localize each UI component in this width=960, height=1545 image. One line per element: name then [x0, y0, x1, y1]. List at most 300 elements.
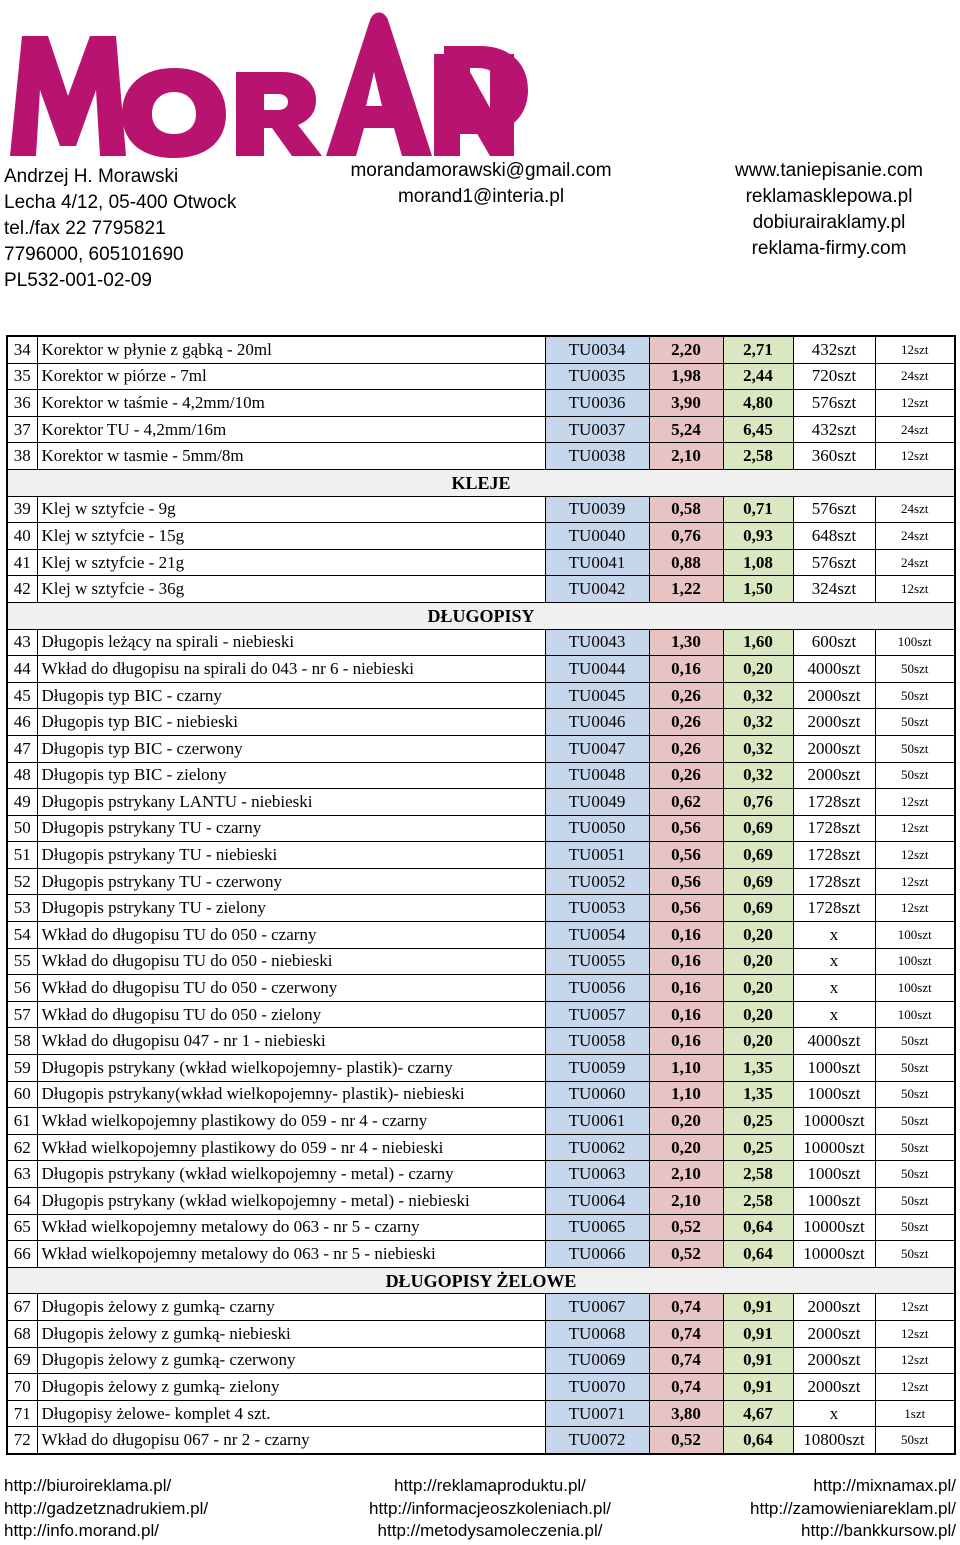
- footer-link[interactable]: http://biuroireklama.pl/: [4, 1476, 172, 1495]
- price-gross: 0,93: [723, 523, 793, 550]
- carton-quantity: 2000szt: [793, 1320, 875, 1347]
- carton-quantity: 2000szt: [793, 709, 875, 736]
- pack-quantity: 12szt: [875, 1374, 955, 1401]
- product-name: Klej w sztyfcie - 36g: [37, 576, 545, 603]
- row-number: 42: [7, 576, 37, 603]
- carton-quantity: 10000szt: [793, 1214, 875, 1241]
- footer-link[interactable]: http://bankkursow.pl/: [801, 1521, 956, 1540]
- product-name: Długopis pstrykany TU - czerwony: [37, 868, 545, 895]
- pack-quantity: 24szt: [875, 496, 955, 523]
- table-row: [7, 975, 955, 1002]
- price-gross: 0,69: [723, 815, 793, 842]
- product-name: Długopis typ BIC - zielony: [37, 762, 545, 789]
- price-net: 0,56: [649, 842, 723, 869]
- price-gross: 0,91: [723, 1347, 793, 1374]
- price-net: 0,26: [649, 682, 723, 709]
- price-net: 0,76: [649, 523, 723, 550]
- product-name: Długopis pstrykany (wkład wielkopojemny- plastik)- czarny: [37, 1055, 545, 1082]
- product-name: Klej w sztyfcie - 21g: [37, 549, 545, 576]
- carton-quantity: 1000szt: [793, 1161, 875, 1188]
- carton-quantity: 1728szt: [793, 789, 875, 816]
- price-gross: 0,32: [723, 682, 793, 709]
- product-code: TU0057: [545, 1001, 649, 1028]
- carton-quantity: 2000szt: [793, 1347, 875, 1374]
- price-gross: 4,80: [723, 390, 793, 417]
- pack-quantity: 100szt: [875, 1001, 955, 1028]
- product-name: Długopis pstrykany TU - zielony: [37, 895, 545, 922]
- price-net: 2,10: [649, 1161, 723, 1188]
- product-name: Wkład do długopisu TU do 050 - czerwony: [37, 975, 545, 1002]
- pack-quantity: 50szt: [875, 1108, 955, 1135]
- table-row: [7, 363, 955, 390]
- pack-quantity: 12szt: [875, 443, 955, 470]
- product-code: TU0047: [545, 735, 649, 762]
- pack-quantity: 12szt: [875, 1320, 955, 1347]
- table-row: [7, 922, 955, 949]
- row-number: 36: [7, 390, 37, 417]
- price-net: 1,98: [649, 363, 723, 390]
- pack-quantity: 50szt: [875, 1214, 955, 1241]
- pack-quantity: 12szt: [875, 895, 955, 922]
- product-name: Długopis pstrykany TU - niebieski: [37, 842, 545, 869]
- email-gmail[interactable]: morandamorawski@gmail.com: [350, 160, 612, 181]
- footer-col-left: [4, 1475, 208, 1543]
- section-title: DŁUGOPISY ŻELOWE: [7, 1267, 955, 1294]
- contact-emails: [316, 158, 646, 210]
- product-code: TU0044: [545, 656, 649, 683]
- price-gross: 0,69: [723, 895, 793, 922]
- row-number: 63: [7, 1161, 37, 1188]
- footer-link[interactable]: http://mixnamax.pl/: [813, 1476, 956, 1495]
- table-row: [7, 1241, 955, 1268]
- price-net: 2,10: [649, 1188, 723, 1215]
- website-reklamasklepowa[interactable]: reklamasklepowa.pl: [745, 186, 913, 207]
- row-number: 43: [7, 629, 37, 656]
- price-net: 1,22: [649, 576, 723, 603]
- row-number: 69: [7, 1347, 37, 1374]
- pack-quantity: 24szt: [875, 416, 955, 443]
- price-net: 0,26: [649, 735, 723, 762]
- table-row: [7, 576, 955, 603]
- pack-quantity: 12szt: [875, 336, 955, 363]
- product-name: Klej w sztyfcie - 15g: [37, 523, 545, 550]
- product-code: TU0035: [545, 363, 649, 390]
- price-list-body: [7, 336, 955, 1454]
- carton-quantity: x: [793, 1001, 875, 1028]
- product-name: Wkład wielkopojemny plastikowy do 059 - nr 4 - niebieski: [37, 1134, 545, 1161]
- product-code: TU0054: [545, 922, 649, 949]
- tax-id: PL532-001-02-09: [4, 270, 152, 291]
- row-number: 35: [7, 363, 37, 390]
- row-number: 57: [7, 1001, 37, 1028]
- row-number: 49: [7, 789, 37, 816]
- table-row: [7, 1294, 955, 1321]
- row-number: 38: [7, 443, 37, 470]
- product-name: Długopis żelowy z gumką- czerwony: [37, 1347, 545, 1374]
- pack-quantity: 12szt: [875, 390, 955, 417]
- table-row: [7, 656, 955, 683]
- email-interia[interactable]: morand1@interia.pl: [397, 186, 565, 207]
- price-gross: 6,45: [723, 416, 793, 443]
- price-gross: 4,67: [723, 1400, 793, 1427]
- product-code: TU0052: [545, 868, 649, 895]
- carton-quantity: 1728szt: [793, 868, 875, 895]
- price-gross: 0,25: [723, 1134, 793, 1161]
- price-net: 0,20: [649, 1134, 723, 1161]
- section-header-row: [7, 1267, 955, 1294]
- price-gross: 1,60: [723, 629, 793, 656]
- price-net: 2,20: [649, 336, 723, 363]
- pack-quantity: 12szt: [875, 789, 955, 816]
- price-net: 0,74: [649, 1294, 723, 1321]
- product-name: Wkład do długopisu TU do 050 - zielony: [37, 1001, 545, 1028]
- price-gross: 2,58: [723, 1161, 793, 1188]
- carton-quantity: 10000szt: [793, 1108, 875, 1135]
- product-name: Długopis żelowy z gumką- niebieski: [37, 1320, 545, 1347]
- table-row: [7, 895, 955, 922]
- product-code: TU0062: [545, 1134, 649, 1161]
- footer-link[interactable]: http://info.morand.pl/: [4, 1521, 159, 1540]
- table-row: [7, 549, 955, 576]
- table-row: [7, 443, 955, 470]
- product-code: TU0067: [545, 1294, 649, 1321]
- product-code: TU0063: [545, 1161, 649, 1188]
- price-net: 0,56: [649, 895, 723, 922]
- price-gross: 0,71: [723, 496, 793, 523]
- footer-link[interactable]: http://metodysamoleczenia.pl/: [377, 1521, 603, 1540]
- product-code: TU0061: [545, 1108, 649, 1135]
- website-reklama-firmy[interactable]: reklama-firmy.com: [751, 238, 907, 259]
- price-net: 0,16: [649, 1028, 723, 1055]
- product-name: Wkład wielkopojemny metalowy do 063 - nr 5 - czarny: [37, 1214, 545, 1241]
- phone-fax: tel./fax 22 7795821: [4, 218, 166, 239]
- row-number: 62: [7, 1134, 37, 1161]
- pack-quantity: 12szt: [875, 842, 955, 869]
- row-number: 58: [7, 1028, 37, 1055]
- price-gross: 0,20: [723, 922, 793, 949]
- carton-quantity: 4000szt: [793, 1028, 875, 1055]
- carton-quantity: 1728szt: [793, 842, 875, 869]
- pack-quantity: 50szt: [875, 656, 955, 683]
- price-net: 0,26: [649, 709, 723, 736]
- footer-link[interactable]: http://gadzetznadrukiem.pl/: [4, 1498, 209, 1518]
- table-row: [7, 1214, 955, 1241]
- pack-quantity: 50szt: [875, 762, 955, 789]
- price-gross: 0,69: [723, 842, 793, 869]
- price-gross: 0,32: [723, 735, 793, 762]
- row-number: 55: [7, 948, 37, 975]
- product-name: Długopis pstrykany(wkład wielkopojemny- plastik)- niebieski: [37, 1081, 545, 1108]
- price-net: 0,56: [649, 815, 723, 842]
- table-row: [7, 629, 955, 656]
- carton-quantity: 576szt: [793, 549, 875, 576]
- price-gross: 2,58: [723, 443, 793, 470]
- pack-quantity: 24szt: [875, 523, 955, 550]
- row-number: 72: [7, 1427, 37, 1454]
- table-row: [7, 1347, 955, 1374]
- carton-quantity: 1000szt: [793, 1055, 875, 1082]
- price-gross: 0,20: [723, 948, 793, 975]
- row-number: 70: [7, 1374, 37, 1401]
- product-code: TU0064: [545, 1188, 649, 1215]
- section-title: KLEJE: [7, 469, 955, 496]
- carton-quantity: 360szt: [793, 443, 875, 470]
- footer-col-right: [750, 1475, 956, 1543]
- row-number: 59: [7, 1055, 37, 1082]
- row-number: 45: [7, 682, 37, 709]
- section-header-row: [7, 602, 955, 629]
- product-code: TU0037: [545, 416, 649, 443]
- product-code: TU0071: [545, 1400, 649, 1427]
- price-gross: 2,58: [723, 1188, 793, 1215]
- price-gross: 0,76: [723, 789, 793, 816]
- carton-quantity: 2000szt: [793, 735, 875, 762]
- contact-websites: [700, 158, 958, 262]
- product-name: Wkład wielkopojemny metalowy do 063 - nr 5 - niebieski: [37, 1241, 545, 1268]
- table-row: [7, 496, 955, 523]
- product-name: Długopis typ BIC - niebieski: [37, 709, 545, 736]
- carton-quantity: 576szt: [793, 496, 875, 523]
- morand-logo-graphic: [4, 6, 544, 164]
- row-number: 40: [7, 523, 37, 550]
- price-net: 0,16: [649, 656, 723, 683]
- product-code: TU0072: [545, 1427, 649, 1454]
- price-net: 0,16: [649, 948, 723, 975]
- product-name: Wkład do długopisu TU do 050 - niebieski: [37, 948, 545, 975]
- table-row: [7, 842, 955, 869]
- product-code: TU0045: [545, 682, 649, 709]
- product-name: Wkład do długopisu 047 - nr 1 - niebieski: [37, 1028, 545, 1055]
- row-number: 67: [7, 1294, 37, 1321]
- footer-link[interactable]: http://informacjeoszkoleniach.pl/: [369, 1498, 611, 1518]
- carton-quantity: 1000szt: [793, 1188, 875, 1215]
- price-gross: 0,91: [723, 1374, 793, 1401]
- table-row: [7, 948, 955, 975]
- table-row: [7, 1320, 955, 1347]
- price-net: 0,62: [649, 789, 723, 816]
- pack-quantity: 12szt: [875, 815, 955, 842]
- row-number: 56: [7, 975, 37, 1002]
- row-number: 52: [7, 868, 37, 895]
- product-code: TU0040: [545, 523, 649, 550]
- price-gross: 2,71: [723, 336, 793, 363]
- carton-quantity: 2000szt: [793, 762, 875, 789]
- contact-left: [4, 164, 236, 294]
- product-name: Długopis pstrykany (wkład wielkopojemny - metal) - czarny: [37, 1161, 545, 1188]
- table-row: [7, 1400, 955, 1427]
- product-code: TU0034: [545, 336, 649, 363]
- product-name: Wkład do długopisu TU do 050 - czarny: [37, 922, 545, 949]
- product-name: Długopis pstrykany (wkład wielkopojemny - metal) - niebieski: [37, 1188, 545, 1215]
- product-code: TU0050: [545, 815, 649, 842]
- pack-quantity: 50szt: [875, 1241, 955, 1268]
- product-name: Długopis żelowy z gumką- zielony: [37, 1374, 545, 1401]
- price-gross: 1,50: [723, 576, 793, 603]
- price-gross: 0,20: [723, 656, 793, 683]
- product-name: Korektor w taśmie - 4,2mm/10m: [37, 390, 545, 417]
- row-number: 44: [7, 656, 37, 683]
- product-name: Długopis pstrykany LANTU - niebieski: [37, 789, 545, 816]
- row-number: 65: [7, 1214, 37, 1241]
- pack-quantity: 50szt: [875, 1028, 955, 1055]
- carton-quantity: x: [793, 1400, 875, 1427]
- product-code: TU0056: [545, 975, 649, 1002]
- price-net: 2,10: [649, 443, 723, 470]
- row-number: 60: [7, 1081, 37, 1108]
- product-name: Wkład wielkopojemny plastikowy do 059 - nr 4 - czarny: [37, 1108, 545, 1135]
- price-net: 0,16: [649, 975, 723, 1002]
- price-gross: 2,44: [723, 363, 793, 390]
- price-net: 1,30: [649, 629, 723, 656]
- carton-quantity: 432szt: [793, 416, 875, 443]
- pack-quantity: 50szt: [875, 735, 955, 762]
- price-net: 1,10: [649, 1055, 723, 1082]
- price-gross: 0,91: [723, 1294, 793, 1321]
- price-net: 3,80: [649, 1400, 723, 1427]
- price-net: 0,56: [649, 868, 723, 895]
- table-row: [7, 1108, 955, 1135]
- website-taniepisanie[interactable]: www.taniepisanie.com: [735, 160, 923, 181]
- table-row: [7, 709, 955, 736]
- carton-quantity: x: [793, 922, 875, 949]
- carton-quantity: 1728szt: [793, 895, 875, 922]
- carton-quantity: 2000szt: [793, 1294, 875, 1321]
- pack-quantity: 24szt: [875, 549, 955, 576]
- row-number: 71: [7, 1400, 37, 1427]
- row-number: 50: [7, 815, 37, 842]
- product-name: Korektor w piórze - 7ml: [37, 363, 545, 390]
- product-code: TU0048: [545, 762, 649, 789]
- price-gross: 0,64: [723, 1241, 793, 1268]
- product-code: TU0068: [545, 1320, 649, 1347]
- carton-quantity: 4000szt: [793, 656, 875, 683]
- price-gross: 0,32: [723, 709, 793, 736]
- pack-quantity: 1szt: [875, 1400, 955, 1427]
- pack-quantity: 12szt: [875, 576, 955, 603]
- product-name: Długopis typ BIC - czerwony: [37, 735, 545, 762]
- product-name: Korektor TU - 4,2mm/16m: [37, 416, 545, 443]
- pack-quantity: 50szt: [875, 1055, 955, 1082]
- pack-quantity: 24szt: [875, 363, 955, 390]
- carton-quantity: 1728szt: [793, 815, 875, 842]
- table-row: [7, 815, 955, 842]
- product-code: TU0070: [545, 1374, 649, 1401]
- price-gross: 0,20: [723, 1028, 793, 1055]
- pack-quantity: 100szt: [875, 629, 955, 656]
- pack-quantity: 50szt: [875, 709, 955, 736]
- pack-quantity: 100szt: [875, 948, 955, 975]
- address: Lecha 4/12, 05-400 Otwock: [4, 192, 237, 213]
- price-net: 0,88: [649, 549, 723, 576]
- table-row: [7, 1374, 955, 1401]
- table-row: [7, 789, 955, 816]
- table-row: [7, 523, 955, 550]
- product-code: TU0069: [545, 1347, 649, 1374]
- pack-quantity: 50szt: [875, 682, 955, 709]
- price-net: 0,58: [649, 496, 723, 523]
- product-code: TU0039: [545, 496, 649, 523]
- table-row: [7, 762, 955, 789]
- product-name: Klej w sztyfcie - 9g: [37, 496, 545, 523]
- row-number: 64: [7, 1188, 37, 1215]
- website-dobiurairaklamy[interactable]: dobiurairaklamy.pl: [752, 212, 906, 233]
- footer-col-middle: [340, 1475, 640, 1543]
- price-net: 0,26: [649, 762, 723, 789]
- product-code: TU0053: [545, 895, 649, 922]
- table-row: [7, 390, 955, 417]
- product-code: TU0042: [545, 576, 649, 603]
- morand-logo: [4, 6, 544, 164]
- price-net: 0,20: [649, 1108, 723, 1135]
- row-number: 46: [7, 709, 37, 736]
- row-number: 48: [7, 762, 37, 789]
- footer-link[interactable]: http://zamowieniareklam.pl/: [750, 1498, 956, 1518]
- price-gross: 0,20: [723, 1001, 793, 1028]
- price-net: 0,16: [649, 922, 723, 949]
- row-number: 53: [7, 895, 37, 922]
- product-name: Korektor w płynie z gąbką - 20ml: [37, 336, 545, 363]
- product-code: TU0060: [545, 1081, 649, 1108]
- price-net: 0,52: [649, 1214, 723, 1241]
- carton-quantity: 1000szt: [793, 1081, 875, 1108]
- table-row: [7, 416, 955, 443]
- table-row: [7, 868, 955, 895]
- row-number: 37: [7, 416, 37, 443]
- carton-quantity: 432szt: [793, 336, 875, 363]
- price-gross: 0,69: [723, 868, 793, 895]
- pack-quantity: 12szt: [875, 1294, 955, 1321]
- table-row: [7, 1161, 955, 1188]
- carton-quantity: 10000szt: [793, 1134, 875, 1161]
- price-gross: 1,35: [723, 1055, 793, 1082]
- footer-link[interactable]: http://reklamaproduktu.pl/: [394, 1476, 586, 1495]
- product-name: Długopis typ BIC - czarny: [37, 682, 545, 709]
- product-code: TU0051: [545, 842, 649, 869]
- table-row: [7, 1028, 955, 1055]
- price-net: 0,16: [649, 1001, 723, 1028]
- pack-quantity: 100szt: [875, 975, 955, 1002]
- product-code: TU0065: [545, 1214, 649, 1241]
- table-row: [7, 1427, 955, 1454]
- price-list-table: [6, 335, 956, 1455]
- table-row: [7, 735, 955, 762]
- product-name: Wkład do długopisu 067 - nr 2 - czarny: [37, 1427, 545, 1454]
- product-code: TU0059: [545, 1055, 649, 1082]
- section-title: DŁUGOPISY: [7, 602, 955, 629]
- table-row: [7, 1081, 955, 1108]
- table-row: [7, 1188, 955, 1215]
- price-net: 0,74: [649, 1374, 723, 1401]
- price-net: 0,52: [649, 1427, 723, 1454]
- pack-quantity: 50szt: [875, 1427, 955, 1454]
- table-row: [7, 1001, 955, 1028]
- table-row: [7, 1134, 955, 1161]
- pack-quantity: 50szt: [875, 1134, 955, 1161]
- price-gross: 1,08: [723, 549, 793, 576]
- row-number: 51: [7, 842, 37, 869]
- row-number: 61: [7, 1108, 37, 1135]
- price-gross: 1,35: [723, 1081, 793, 1108]
- carton-quantity: 10800szt: [793, 1427, 875, 1454]
- pack-quantity: 12szt: [875, 1347, 955, 1374]
- carton-quantity: 600szt: [793, 629, 875, 656]
- product-name: Długopis leżący na spirali - niebieski: [37, 629, 545, 656]
- row-number: 34: [7, 336, 37, 363]
- product-code: TU0038: [545, 443, 649, 470]
- carton-quantity: x: [793, 948, 875, 975]
- row-number: 54: [7, 922, 37, 949]
- carton-quantity: 2000szt: [793, 682, 875, 709]
